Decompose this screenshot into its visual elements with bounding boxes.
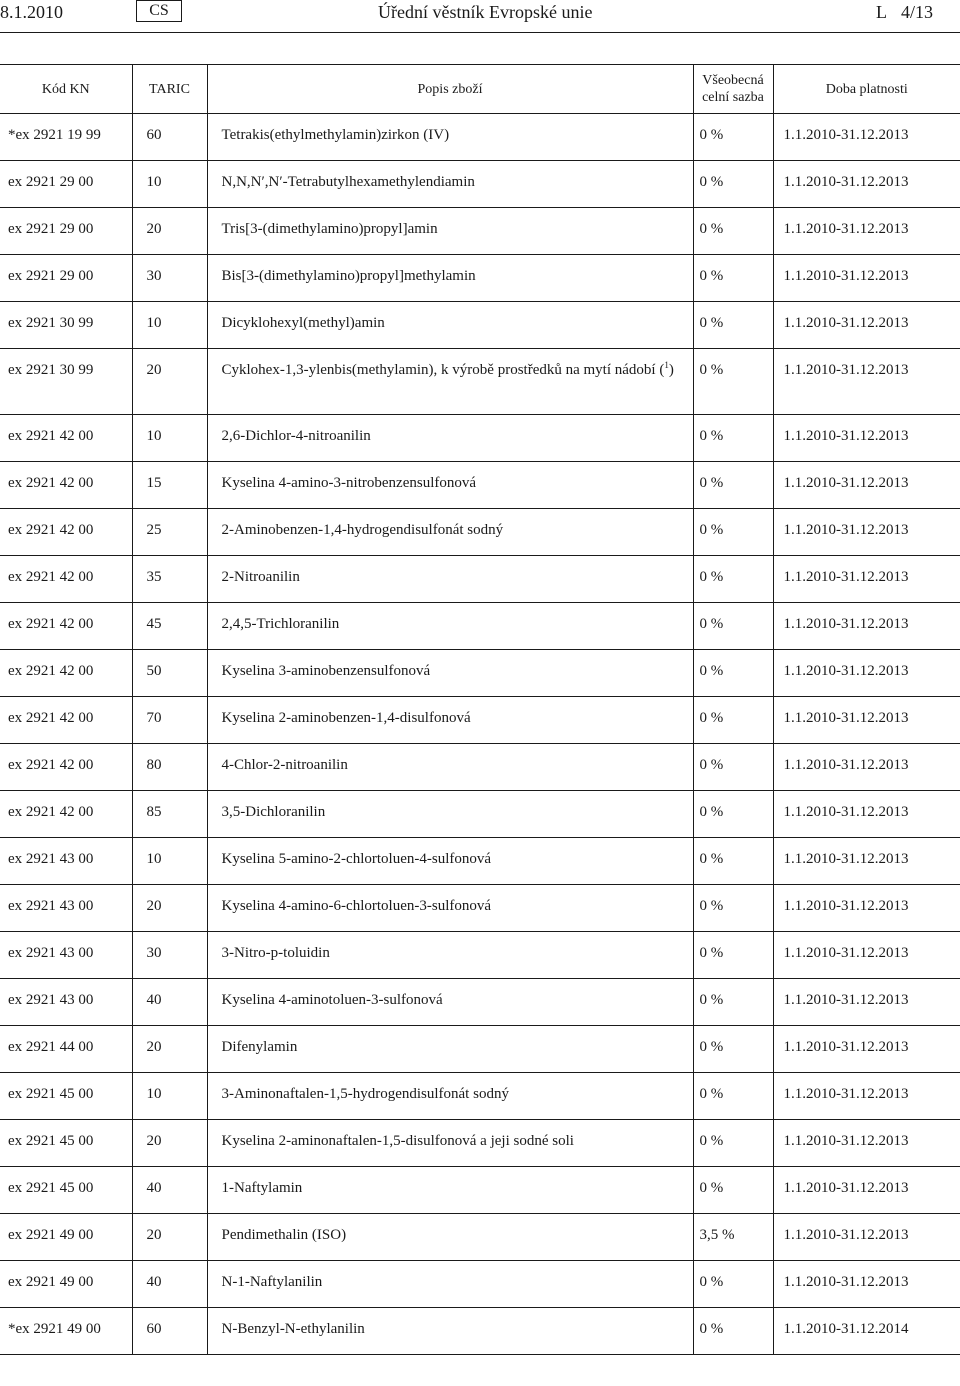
cell-kn-code: ex 2921 43 00 <box>0 885 132 932</box>
cell-validity: 1.1.2010-31.12.2013 <box>773 114 960 161</box>
cell-duty-rate: 0 % <box>693 791 773 838</box>
cell-validity: 1.1.2010-31.12.2013 <box>773 462 960 509</box>
cell-description: 1-Naftylamin <box>207 1167 693 1214</box>
cell-taric: 40 <box>132 979 207 1026</box>
cell-description: 3-Aminonaftalen-1,5-hydrogendisulfonát sodný <box>207 1073 693 1120</box>
cell-kn-code: ex 2921 45 00 <box>0 1073 132 1120</box>
cell-description: N-Benzyl-N-ethylanilin <box>207 1308 693 1355</box>
table-row <box>0 415 960 462</box>
cell-kn-code: ex 2921 43 00 <box>0 932 132 979</box>
table-row <box>0 932 960 979</box>
cell-taric: 15 <box>132 462 207 509</box>
cell-validity: 1.1.2010-31.12.2013 <box>773 979 960 1026</box>
cell-taric: 20 <box>132 1214 207 1261</box>
cell-duty-rate: 0 % <box>693 838 773 885</box>
cell-kn-code: ex 2921 42 00 <box>0 791 132 838</box>
publication-date: 8.1.2010 <box>0 2 63 22</box>
cell-validity: 1.1.2010-31.12.2014 <box>773 1308 960 1355</box>
cell-duty-rate: 0 % <box>693 556 773 603</box>
cell-kn-code: ex 2921 45 00 <box>0 1167 132 1214</box>
cell-taric: 60 <box>132 1308 207 1355</box>
cell-kn-code: ex 2921 30 99 <box>0 302 132 349</box>
footnote-ref: 1 <box>664 360 669 370</box>
cell-kn-code: ex 2921 29 00 <box>0 255 132 302</box>
cell-duty-rate: 0 % <box>693 1120 773 1167</box>
cell-validity: 1.1.2010-31.12.2013 <box>773 650 960 697</box>
cell-kn-code: ex 2921 42 00 <box>0 603 132 650</box>
series-label: L <box>876 2 887 22</box>
cell-duty-rate: 0 % <box>693 349 773 415</box>
table-row <box>0 1026 960 1073</box>
language-badge: CS <box>136 0 182 22</box>
cell-description: Kyselina 4-aminotoluen-3-sulfonová <box>207 979 693 1026</box>
cell-validity: 1.1.2010-31.12.2013 <box>773 1120 960 1167</box>
table-row <box>0 838 960 885</box>
cell-kn-code: ex 2921 42 00 <box>0 744 132 791</box>
cell-taric: 20 <box>132 1026 207 1073</box>
cell-duty-rate: 0 % <box>693 161 773 208</box>
table-row <box>0 697 960 744</box>
cell-taric: 40 <box>132 1167 207 1214</box>
cell-duty-rate: 0 % <box>693 1308 773 1355</box>
table-row <box>0 208 960 255</box>
cell-kn-code: ex 2921 42 00 <box>0 415 132 462</box>
cell-duty-rate: 0 % <box>693 650 773 697</box>
cell-kn-code: ex 2921 42 00 <box>0 462 132 509</box>
cell-validity: 1.1.2010-31.12.2013 <box>773 932 960 979</box>
table-row <box>0 255 960 302</box>
table-row <box>0 114 960 161</box>
cell-taric: 40 <box>132 1261 207 1308</box>
cell-duty-rate: 3,5 % <box>693 1214 773 1261</box>
cell-kn-code: ex 2921 49 00 <box>0 1214 132 1261</box>
cell-kn-code: ex 2921 44 00 <box>0 1026 132 1073</box>
cell-taric: 45 <box>132 603 207 650</box>
cell-kn-code: *ex 2921 19 99 <box>0 114 132 161</box>
cell-taric: 85 <box>132 791 207 838</box>
table-row <box>0 650 960 697</box>
cell-validity: 1.1.2010-31.12.2013 <box>773 349 960 415</box>
table-row <box>0 1120 960 1167</box>
cell-validity: 1.1.2010-31.12.2013 <box>773 208 960 255</box>
cell-description: 3-Nitro-p-toluidin <box>207 932 693 979</box>
cell-validity: 1.1.2010-31.12.2013 <box>773 509 960 556</box>
cell-duty-rate: 0 % <box>693 415 773 462</box>
cell-taric: 10 <box>132 302 207 349</box>
cell-kn-code: ex 2921 30 99 <box>0 349 132 415</box>
table-row <box>0 744 960 791</box>
journal-title: Úřední věstník Evropské unie <box>378 2 593 22</box>
cell-validity: 1.1.2010-31.12.2013 <box>773 838 960 885</box>
cell-duty-rate: 0 % <box>693 302 773 349</box>
table-row <box>0 1261 960 1308</box>
cell-description: Kyselina 5-amino-2-chlortoluen-4-sulfonová <box>207 838 693 885</box>
cell-taric: 20 <box>132 208 207 255</box>
cell-taric: 80 <box>132 744 207 791</box>
table-row <box>0 161 960 208</box>
cell-kn-code: ex 2921 49 00 <box>0 1261 132 1308</box>
cell-description: Kyselina 3-aminobenzensulfonová <box>207 650 693 697</box>
cell-duty-rate: 0 % <box>693 979 773 1026</box>
cell-validity: 1.1.2010-31.12.2013 <box>773 744 960 791</box>
description-text: Cyklohex-1,3-ylenbis(methylamin), k výrobě prostředků na mytí nádobí ( <box>221 362 665 378</box>
cell-description: Kyselina 2-aminonaftalen-1,5-disulfonová a jeji sodné soli <box>207 1120 693 1167</box>
cell-validity: 1.1.2010-31.12.2013 <box>773 1073 960 1120</box>
cell-description: Kyselina 4-amino-3-nitrobenzensulfonová <box>207 462 693 509</box>
cell-description: Tetrakis(ethylmethylamin)zirkon (IV) <box>207 114 693 161</box>
cell-description: Kyselina 2-aminobenzen-1,4-disulfonová <box>207 697 693 744</box>
page-header <box>0 0 960 28</box>
cell-taric: 70 <box>132 697 207 744</box>
cell-taric: 30 <box>132 255 207 302</box>
goods-table <box>0 64 960 1355</box>
cell-duty-rate: 0 % <box>693 208 773 255</box>
col-header-kn: Kód KN <box>0 65 132 114</box>
cell-validity: 1.1.2010-31.12.2013 <box>773 302 960 349</box>
cell-description: N-1-Naftylanilin <box>207 1261 693 1308</box>
cell-kn-code: ex 2921 42 00 <box>0 697 132 744</box>
cell-validity: 1.1.2010-31.12.2013 <box>773 556 960 603</box>
table-row <box>0 462 960 509</box>
table-row <box>0 1308 960 1355</box>
cell-description: Pendimethalin (ISO) <box>207 1214 693 1261</box>
cell-validity: 1.1.2010-31.12.2013 <box>773 161 960 208</box>
table-row <box>0 349 960 415</box>
cell-taric: 10 <box>132 1073 207 1120</box>
cell-kn-code: ex 2921 45 00 <box>0 1120 132 1167</box>
cell-kn-code: ex 2921 43 00 <box>0 838 132 885</box>
col-header-taric: TARIC <box>132 65 207 114</box>
cell-taric: 10 <box>132 415 207 462</box>
cell-description: 3,5-Dichloranilin <box>207 791 693 838</box>
cell-duty-rate: 0 % <box>693 744 773 791</box>
table-body <box>0 114 960 1355</box>
cell-validity: 1.1.2010-31.12.2013 <box>773 1261 960 1308</box>
table-row <box>0 1167 960 1214</box>
table-row <box>0 885 960 932</box>
cell-duty-rate: 0 % <box>693 1073 773 1120</box>
cell-validity: 1.1.2010-31.12.2013 <box>773 791 960 838</box>
cell-description: 2,4,5-Trichloranilin <box>207 603 693 650</box>
table-row <box>0 791 960 838</box>
cell-kn-code: ex 2921 29 00 <box>0 208 132 255</box>
cell-validity: 1.1.2010-31.12.2013 <box>773 1026 960 1073</box>
cell-validity: 1.1.2010-31.12.2013 <box>773 1214 960 1261</box>
cell-description: 2-Nitroanilin <box>207 556 693 603</box>
table-row <box>0 302 960 349</box>
page-reference <box>876 2 933 23</box>
cell-taric: 60 <box>132 114 207 161</box>
cell-kn-code: ex 2921 42 00 <box>0 509 132 556</box>
cell-validity: 1.1.2010-31.12.2013 <box>773 697 960 744</box>
cell-description: 4-Chlor-2-nitroanilin <box>207 744 693 791</box>
cell-duty-rate: 0 % <box>693 932 773 979</box>
cell-duty-rate: 0 % <box>693 462 773 509</box>
header-rule <box>0 32 960 33</box>
cell-description: Difenylamin <box>207 1026 693 1073</box>
cell-duty-rate: 0 % <box>693 885 773 932</box>
page-number: 4/13 <box>901 2 934 22</box>
cell-kn-code: ex 2921 42 00 <box>0 650 132 697</box>
cell-kn-code: ex 2921 42 00 <box>0 556 132 603</box>
cell-validity: 1.1.2010-31.12.2013 <box>773 603 960 650</box>
cell-duty-rate: 0 % <box>693 697 773 744</box>
table-row <box>0 556 960 603</box>
cell-taric: 10 <box>132 161 207 208</box>
description-text-tail: ) <box>668 362 674 378</box>
cell-taric: 25 <box>132 509 207 556</box>
col-header-description: Popis zboží <box>207 65 693 114</box>
cell-description: Dicyklohexyl(methyl)amin <box>207 302 693 349</box>
cell-duty-rate: 0 % <box>693 1261 773 1308</box>
cell-taric: 50 <box>132 650 207 697</box>
cell-duty-rate: 0 % <box>693 255 773 302</box>
table-row <box>0 1073 960 1120</box>
cell-description: N,N,N′,N′-Tetrabutylhexamethylendiamin <box>207 161 693 208</box>
cell-description: Tris[3-(dimethylamino)propyl]amin <box>207 208 693 255</box>
cell-duty-rate: 0 % <box>693 603 773 650</box>
cell-validity: 1.1.2010-31.12.2013 <box>773 255 960 302</box>
cell-taric: 20 <box>132 1120 207 1167</box>
table-row <box>0 603 960 650</box>
table-row <box>0 979 960 1026</box>
cell-taric: 20 <box>132 349 207 415</box>
col-header-rate: Všeobecná celní sazba <box>693 65 773 114</box>
cell-description: 2,6-Dichlor-4-nitroanilin <box>207 415 693 462</box>
cell-taric: 10 <box>132 838 207 885</box>
table-header-row <box>0 65 960 114</box>
cell-validity: 1.1.2010-31.12.2013 <box>773 415 960 462</box>
cell-duty-rate: 0 % <box>693 1026 773 1073</box>
table-row <box>0 1214 960 1261</box>
cell-description <box>207 349 693 415</box>
cell-duty-rate: 0 % <box>693 114 773 161</box>
cell-description: 2-Aminobenzen-1,4-hydrogendisulfonát sodný <box>207 509 693 556</box>
cell-duty-rate: 0 % <box>693 1167 773 1214</box>
cell-duty-rate: 0 % <box>693 509 773 556</box>
cell-validity: 1.1.2010-31.12.2013 <box>773 1167 960 1214</box>
cell-taric: 20 <box>132 885 207 932</box>
cell-kn-code: ex 2921 43 00 <box>0 979 132 1026</box>
cell-description: Kyselina 4-amino-6-chlortoluen-3-sulfonová <box>207 885 693 932</box>
table-row <box>0 509 960 556</box>
cell-kn-code: ex 2921 29 00 <box>0 161 132 208</box>
col-header-validity: Doba platnosti <box>773 65 960 114</box>
cell-validity: 1.1.2010-31.12.2013 <box>773 885 960 932</box>
cell-kn-code: *ex 2921 49 00 <box>0 1308 132 1355</box>
cell-description: Bis[3-(dimethylamino)propyl]methylamin <box>207 255 693 302</box>
cell-taric: 35 <box>132 556 207 603</box>
cell-taric: 30 <box>132 932 207 979</box>
